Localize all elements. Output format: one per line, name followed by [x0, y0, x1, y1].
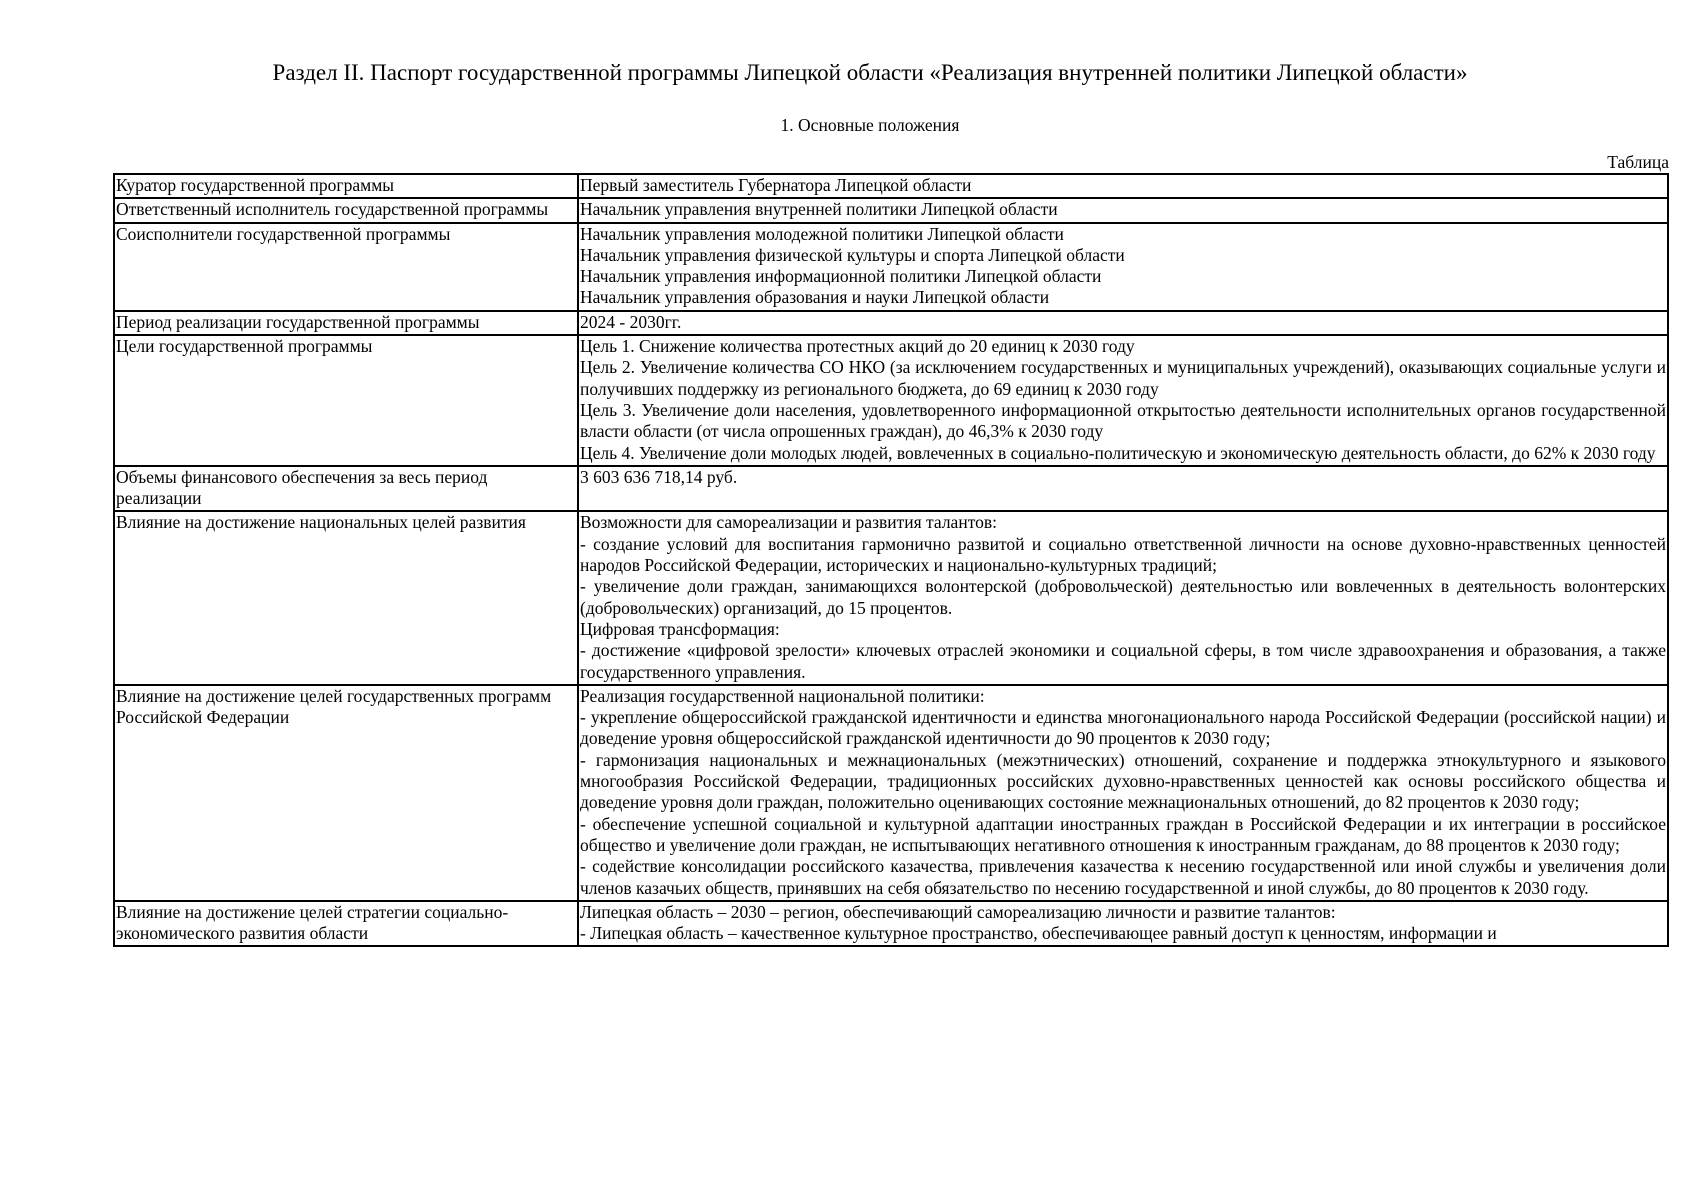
row-value [578, 198, 1668, 222]
row-label: Соисполнители государственной программы [114, 223, 578, 311]
row-value-line: - достижение «цифровой зрелости» ключевых отраслей экономики и социальной сферы, в том числе здравоохранения и образования, а также государственного управления. [580, 640, 1666, 682]
row-value [578, 223, 1668, 311]
row-label: Период реализации государственной программы [114, 311, 578, 335]
table-row [114, 901, 1668, 947]
row-label: Цели государственной программы [114, 335, 578, 466]
passport-table [113, 173, 1669, 947]
row-value-line: - Липецкая область – качественное культурное пространство, обеспечивающее равный доступ к ценностям, информации и [580, 923, 1497, 944]
row-label: Влияние на достижение целей государственных программ Российской Федерации [114, 685, 578, 901]
row-value-line: Цифровая трансформация: [580, 618, 780, 639]
row-value-line: Начальник управления образования и науки Липецкой области [580, 287, 1050, 308]
row-value [578, 901, 1668, 947]
row-value-line: Начальник управления физической культуры и спорта Липецкой области [580, 244, 1125, 265]
row-value-line: Цель 4. Увеличение доли молодых людей, вовлеченных в социально-политическую и экономическую деятельность области, до 62% к 2030 году [580, 442, 1656, 463]
row-value-line: Начальник управления молодежной политики Липецкой области [580, 223, 1064, 244]
table-row [114, 335, 1668, 466]
row-value-line: - увеличение доли граждан, занимающихся волонтерской (добровольческой) деятельностью или вовлеченных в деятельность волонтерских (добровольческих) организаций, до 15 процентов. [580, 576, 1666, 618]
row-value-line: - гармонизация национальных и межнациональных (межэтнических) отношений, сохранение и поддержка этнокультурного и языкового многообразия Российской Федерации, традиционных российских духовно-нравственных ценностей как основы российского общества и доведение уровня доли граждан, положительно оценивающих состояние межнациональных отношений, до 82 процентов к 2030 году; [580, 749, 1666, 813]
row-value-line: Цель 2. Увеличение количества СО НКО (за исключением государственных и муниципальных учреждений), оказывающих социальные услуги и получивших поддержку из регионального бюджета, до 69 единиц к 2030 году [580, 357, 1666, 399]
passport-table-body [114, 174, 1668, 946]
row-label: Ответственный исполнитель государственной программы [114, 198, 578, 222]
table-row [114, 685, 1668, 901]
table-row [114, 198, 1668, 222]
row-value-line: Возможности для самореализации и развития талантов: [580, 512, 997, 533]
row-value-line: - укрепление общероссийской гражданской идентичности и единства многонационального народа Российской Федерации (российской нации) и доведение уровня общероссийской гражданской идентичности до 90 процентов к 2030 году; [580, 707, 1666, 749]
row-value-line: - содействие консолидации российского казачества, привлечения казачества к несению государственной или иной службы и увеличения доли членов казачьих обществ, принявших на себя обязательство по несению государственной и иной службы, до 80 процентов к 2030 году. [580, 856, 1666, 898]
row-value-line: 3 603 636 718,14 руб. [580, 466, 738, 487]
table-caption: Таблица [1607, 152, 1669, 172]
page-title: Раздел II. Паспорт государственной программы Липецкой области «Реализация внутренней политики Липецкой области» [272, 60, 1468, 85]
row-value-line: Начальник управления внутренней политики Липецкой области [580, 199, 1058, 220]
row-label: Объемы финансового обеспечения за весь период реализации [114, 466, 578, 512]
row-value-line: Первый заместитель Губернатора Липецкой области [580, 175, 972, 195]
row-value [578, 466, 1668, 512]
row-value [578, 335, 1668, 466]
row-label: Куратор государственной программы [114, 174, 578, 198]
row-value-line: Липецкая область – 2030 – регион, обеспечивающий самореализацию личности и развитие талантов: [580, 901, 1336, 922]
section-title: 1. Основные положения [780, 115, 960, 135]
row-value [578, 311, 1668, 335]
row-value [578, 685, 1668, 901]
row-value-line: Реализация государственной национальной политики: [580, 685, 985, 706]
row-value-line: 2024 - 2030гг. [580, 311, 682, 332]
table-row [114, 174, 1668, 198]
table-row [114, 223, 1668, 311]
row-label: Влияние на достижение национальных целей развития [114, 511, 578, 684]
row-value-line: Цель 1. Снижение количества протестных акций до 20 единиц к 2030 году [580, 336, 1135, 357]
table-row [114, 311, 1668, 335]
row-value [578, 511, 1668, 684]
table-row [114, 511, 1668, 684]
row-value-line: Цель 3. Увеличение доли населения, удовлетворенного информационной открытостью деятельности исполнительных органов государственной власти области (от числа опрошенных граждан), до 46,3% к 2030 году [580, 399, 1666, 442]
row-label: Влияние на достижение целей стратегии социально-экономического развития области [114, 901, 578, 947]
table-row [114, 466, 1668, 512]
row-value-line: Начальник управления информационной политики Липецкой области [580, 266, 1102, 287]
row-value [578, 174, 1668, 198]
row-value-line: - обеспечение успешной социальной и культурной адаптации иностранных граждан в Российской Федерации и их интеграции в российское общество и увеличение доли граждан, не испытывающих негативного отношения к иностранным гражданам, до 88 процентов к 2030 году; [580, 813, 1666, 855]
row-value-line: - создание условий для воспитания гармонично развитой и социально ответственной личности на основе духовно-нравственных ценностей народов Российской Федерации, исторических и национально-культурных традиций; [580, 533, 1666, 576]
